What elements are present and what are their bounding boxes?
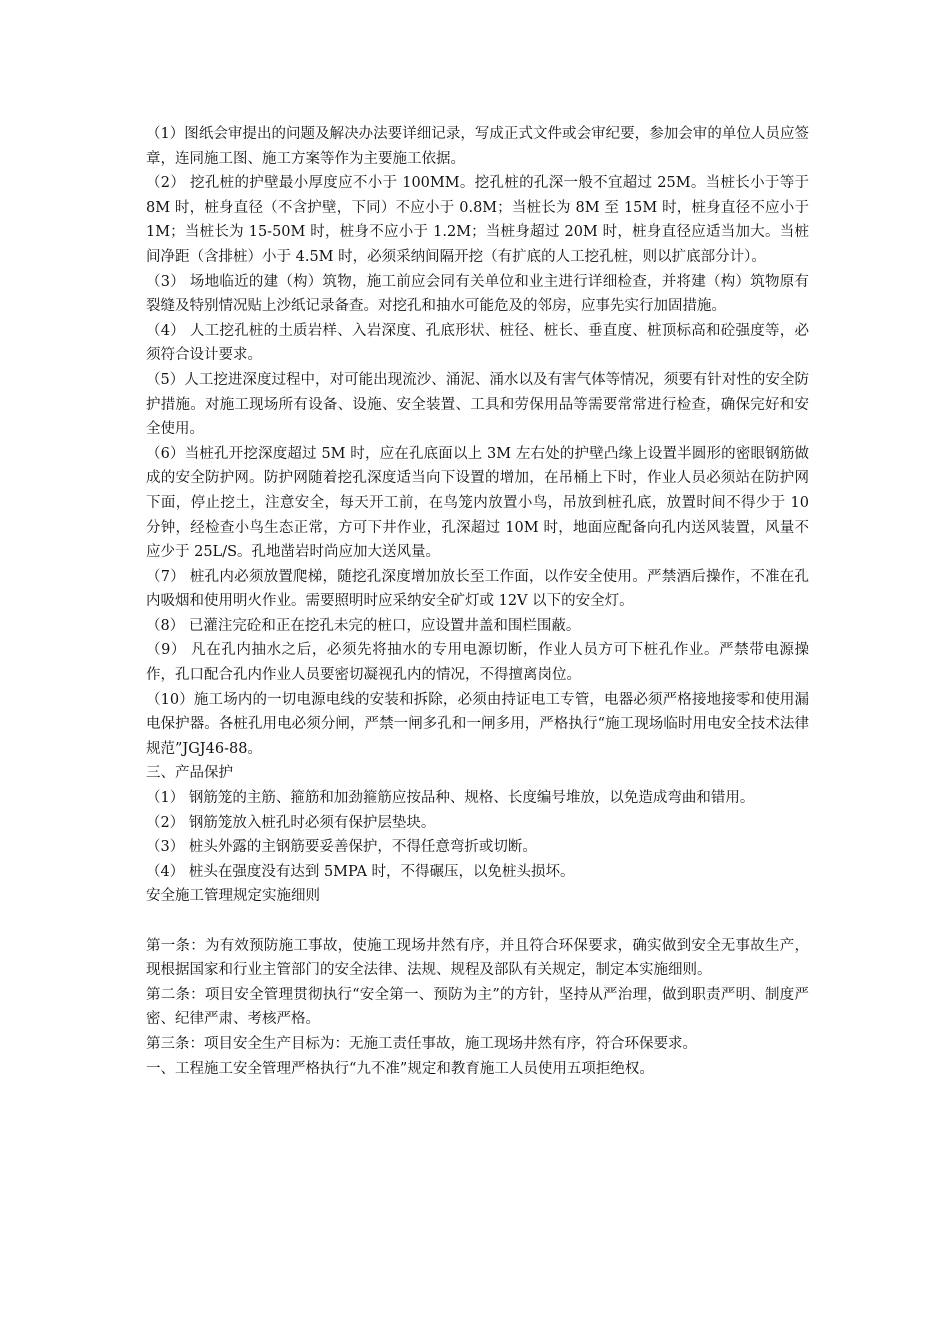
paragraph-4: （4） 人工挖孔桩的土质岩样、入岩深度、孔底形状、桩径、桩长、垂直度、桩顶标高和砼强度等，必须符合设计要求。 bbox=[146, 322, 809, 364]
paragraph-14: （4） 桩头在强度没有达到 5MPA 时，不得碾压，以免桩头损坏。 bbox=[146, 863, 575, 880]
section-heading-product-protection: 三、产品保护 bbox=[146, 765, 233, 782]
section-heading-construction-safety: 一、工程施工安全管理严格执行“九不准”规定和教育施工人员使用五项拒绝权。 bbox=[146, 1060, 654, 1077]
paragraph-12: （2） 钢筋笼放入桩孔时必须有保护层垫块。 bbox=[146, 814, 436, 831]
blank-line bbox=[146, 909, 809, 934]
article-2: 第二条：项目安全管理贯彻执行“安全第一、预防为主”的方针，坚持从严治理，做到职责严明、制度严密、纪律严肃、考核严格。 bbox=[146, 986, 809, 1028]
section-title-safety-rules: 安全施工管理规定实施细则 bbox=[146, 888, 320, 905]
paragraph-9: （9） 凡在孔内抽水之后，必须先将抽水的专用电源切断，作业人员方可下桩孔作业。严禁带电源操作，孔口配合孔内作业人员要密切凝视孔内的情况，不得擅离岗位。 bbox=[146, 642, 809, 684]
document-body bbox=[146, 122, 809, 1081]
paragraph-3: （3） 场地临近的建（构）筑物，施工前应会同有关单位和业主进行详细检查，并将建（构）筑物原有裂缝及特别情况贴上沙纸记录备查。对挖孔和抽水可能危及的邻房，应事先实行加固措施。 bbox=[146, 273, 809, 315]
paragraph-13: （3） 桩头外露的主钢筋要妥善保护，不得任意弯折或切断。 bbox=[146, 839, 537, 856]
paragraph-11: （1） 钢筋笼的主筋、箍筋和加劲箍筋应按品种、规格、长度编号堆放，以免造成弯曲和错用。 bbox=[146, 790, 755, 807]
paragraph-1: （1）图纸会审提出的问题及解决办法要详细记录，写成正式文件或会审纪要，参加会审的单位人员应签章，连同施工图、施工方案等作为主要施工依据。 bbox=[146, 126, 809, 167]
article-1: 第一条：为有效预防施工事故，使施工现场井然有序，并且符合环保要求，确实做到安全无事故生产，现根据国家和行业主管部门的安全法律、法规、规程及部队有关规定，制定本实施细则。 bbox=[146, 937, 809, 979]
paragraph-5: （5）人工挖进深度过程中，对可能出现流沙、涌泥、涌水以及有害气体等情况，须要有针对性的安全防护措施。对施工现场所有设备、设施、安全装置、工具和劳保用品等需要常常进行检查，确保完好和安全使用。 bbox=[146, 371, 809, 438]
paragraph-6: （6）当桩孔开挖深度超过 5M 时，应在孔底面以上 3M 左右处的护壁凸缘上设置半圆形的密眼钢筋做成的安全防护网。防护网随着挖孔深度适当向下设置的增加，在吊桶上下时，作业人员必须站在防护网下面，停止挖土，注意安全，每天开工前，在鸟笼内放置小鸟，吊放到桩孔底，放置时间不得少于 10 分钟，经检查小鸟生态正常，方可下井作业，孔深超过 10M 时，地面应配备向孔内送风装置，风量不应少于 25L/S。孔地凿岩时尚应加大送风量。 bbox=[146, 445, 809, 561]
paragraph-2: （2） 挖孔桩的护壁最小厚度应不小于 100MM。挖孔桩的孔深一般不宜超过 25M。当桩长小于等于 8M 时，桩身直径（不含护壁，下同）不应小于 0.8M；当桩长为 8M 至 15M 时，桩身直径不应小于 1M；当桩长为 15-50M 时，桩身不应小于 1.2M；当桩身超过 20M 时，桩身直径应适当加大。当桩间净距（含排桩）小于 4.5M 时，必须采纳间隔开挖（有扩底的人工挖孔桩，则以扩底部分计）。 bbox=[146, 175, 809, 265]
paragraph-7: （7） 桩孔内必须放置爬梯，随挖孔深度增加放长至工作面，以作安全使用。严禁酒后操作，不准在孔内吸烟和使用明火作业。需要照明时应采纳安全矿灯或 12V 以下的安全灯。 bbox=[146, 568, 809, 610]
paragraph-10: （10）施工场内的一切电源电线的安装和拆除，必须由持证电工专管，电器必须严格接地接零和使用漏电保护器。各桩孔用电必须分闸，严禁一闸多孔和一闸多用，严格执行“施工现场临时用电安全技术法律规范”JGJ46-88。 bbox=[146, 691, 809, 757]
article-3: 第三条：项目安全生产目标为：无施工责任事故，施工现场井然有序，符合环保要求。 bbox=[146, 1035, 697, 1052]
paragraph-8: （8） 已灌注完砼和正在挖孔未完的桩口，应设置井盖和围栏围蔽。 bbox=[146, 617, 581, 634]
